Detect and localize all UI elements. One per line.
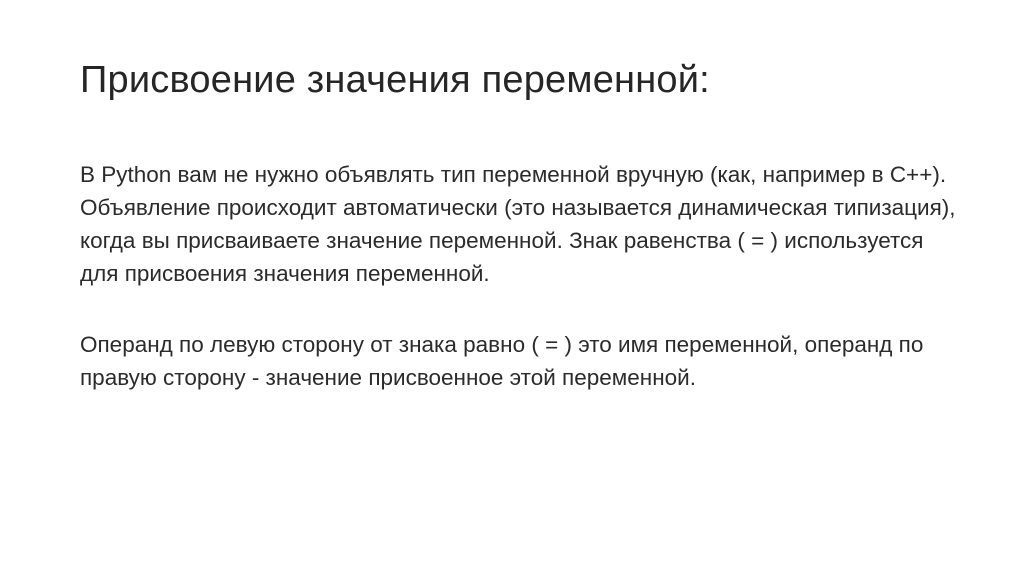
paragraph-operands: Операнд по левую сторону от знака равно ( = ) это имя переменной, операнд по правую сторону - значение присвоенное этой переменной. (80, 332, 924, 390)
paragraph-dynamic-typing: В Python вам не нужно объявлять тип переменной вручную (как, например в C++). Объявление происходит автоматически (это называется динамическая типизация), когда вы присваиваете значение переменной. Знак равенства ( = ) используется для присвоения значения переменной. (80, 162, 956, 286)
slide-body (80, 158, 960, 432)
slide-title: Присвоение значения переменной: (80, 59, 710, 101)
